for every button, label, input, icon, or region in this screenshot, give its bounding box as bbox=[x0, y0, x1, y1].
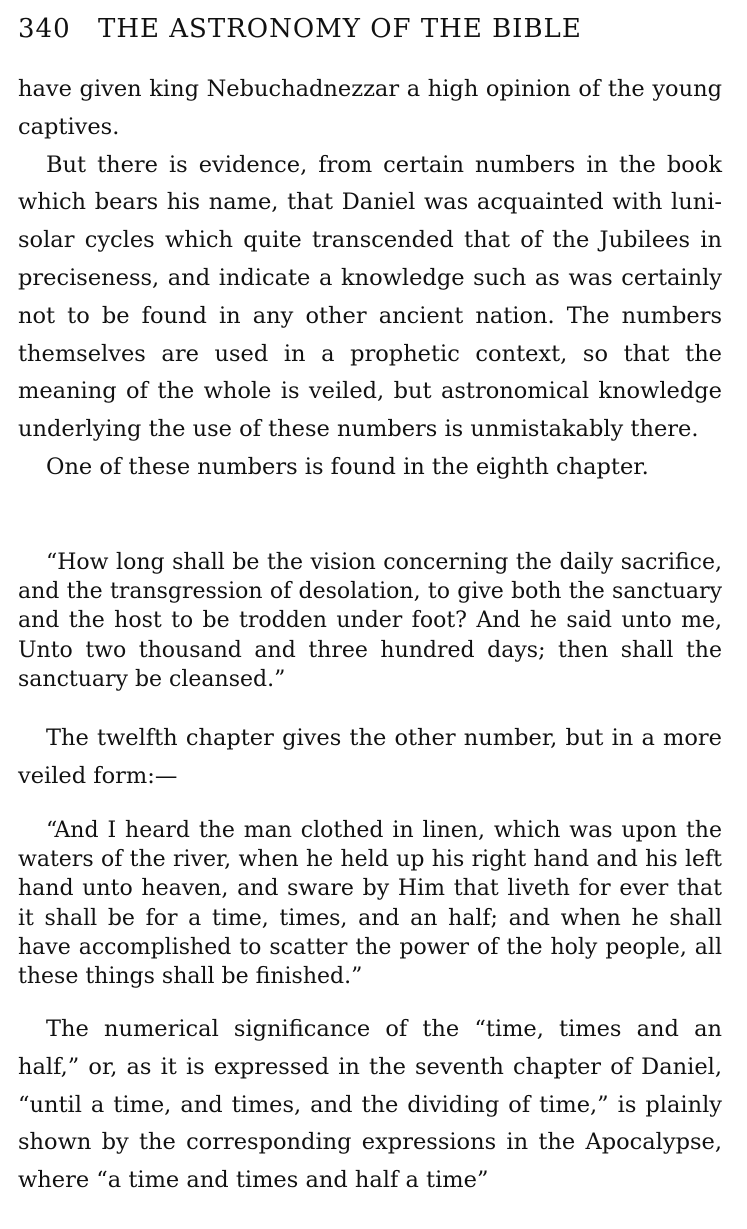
paragraph-continuation: have given king Nebuchadnezzar a high opinion of the young captives. bbox=[18, 76, 722, 140]
body-text-bottom bbox=[18, 1011, 722, 1200]
page-number: 340 bbox=[18, 14, 71, 44]
paragraph-evidence: But there is evidence, from certain numbers in the book which bears his name, that Daniel was acquainted with luni-solar cycles which quite transcended that of the Jubilees in preciseness, and indicate a knowledge such as was certainly not to be found in any other ancient nation. The numbers themselves are used in a prophetic context, so that the meaning of the whole is veiled, but astronomical knowledge underlying the use of these numbers is unmistakably there. bbox=[18, 151, 722, 443]
paragraph-eighth-chapter: One of these numbers is found in the eighth chapter. bbox=[46, 453, 649, 480]
body-text-top bbox=[18, 71, 722, 487]
paragraph-numerical-significance: The numerical significance of the “time, times and an half,” or, as it is expressed in the seventh chapter of Daniel, “until a time, and times, and the dividing of time,” is plainly shown by the corresponding expressions in the Apocalypse, where “a time and times and half a time” bbox=[18, 1016, 722, 1194]
paragraph-twelfth-chapter: The twelfth chapter gives the other number, but in a more veiled form:— bbox=[18, 725, 722, 789]
quote-eighth-chapter: “How long shall be the vision concerning the daily sacrifice, and the transgression of desolation, to give both the sanctuary and the host to be trodden under foot? And he said unto me, Unto two thousand and three hundred days; then shall the sanctuary be cleansed.” bbox=[18, 550, 722, 692]
running-title: THE ASTRONOMY OF THE BIBLE bbox=[98, 14, 582, 44]
body-text-middle bbox=[18, 720, 722, 796]
quote-twelfth-chapter: “And I heard the man clothed in linen, which was upon the waters of the river, when he held up his right hand and his left hand unto heaven, and sware by Him that liveth for ever that it shall be for a time, times, and an half; and when he shall have accomplished to scatter the power of the holy people, all these things shall be finished.” bbox=[18, 818, 722, 990]
page-header bbox=[18, 14, 728, 54]
